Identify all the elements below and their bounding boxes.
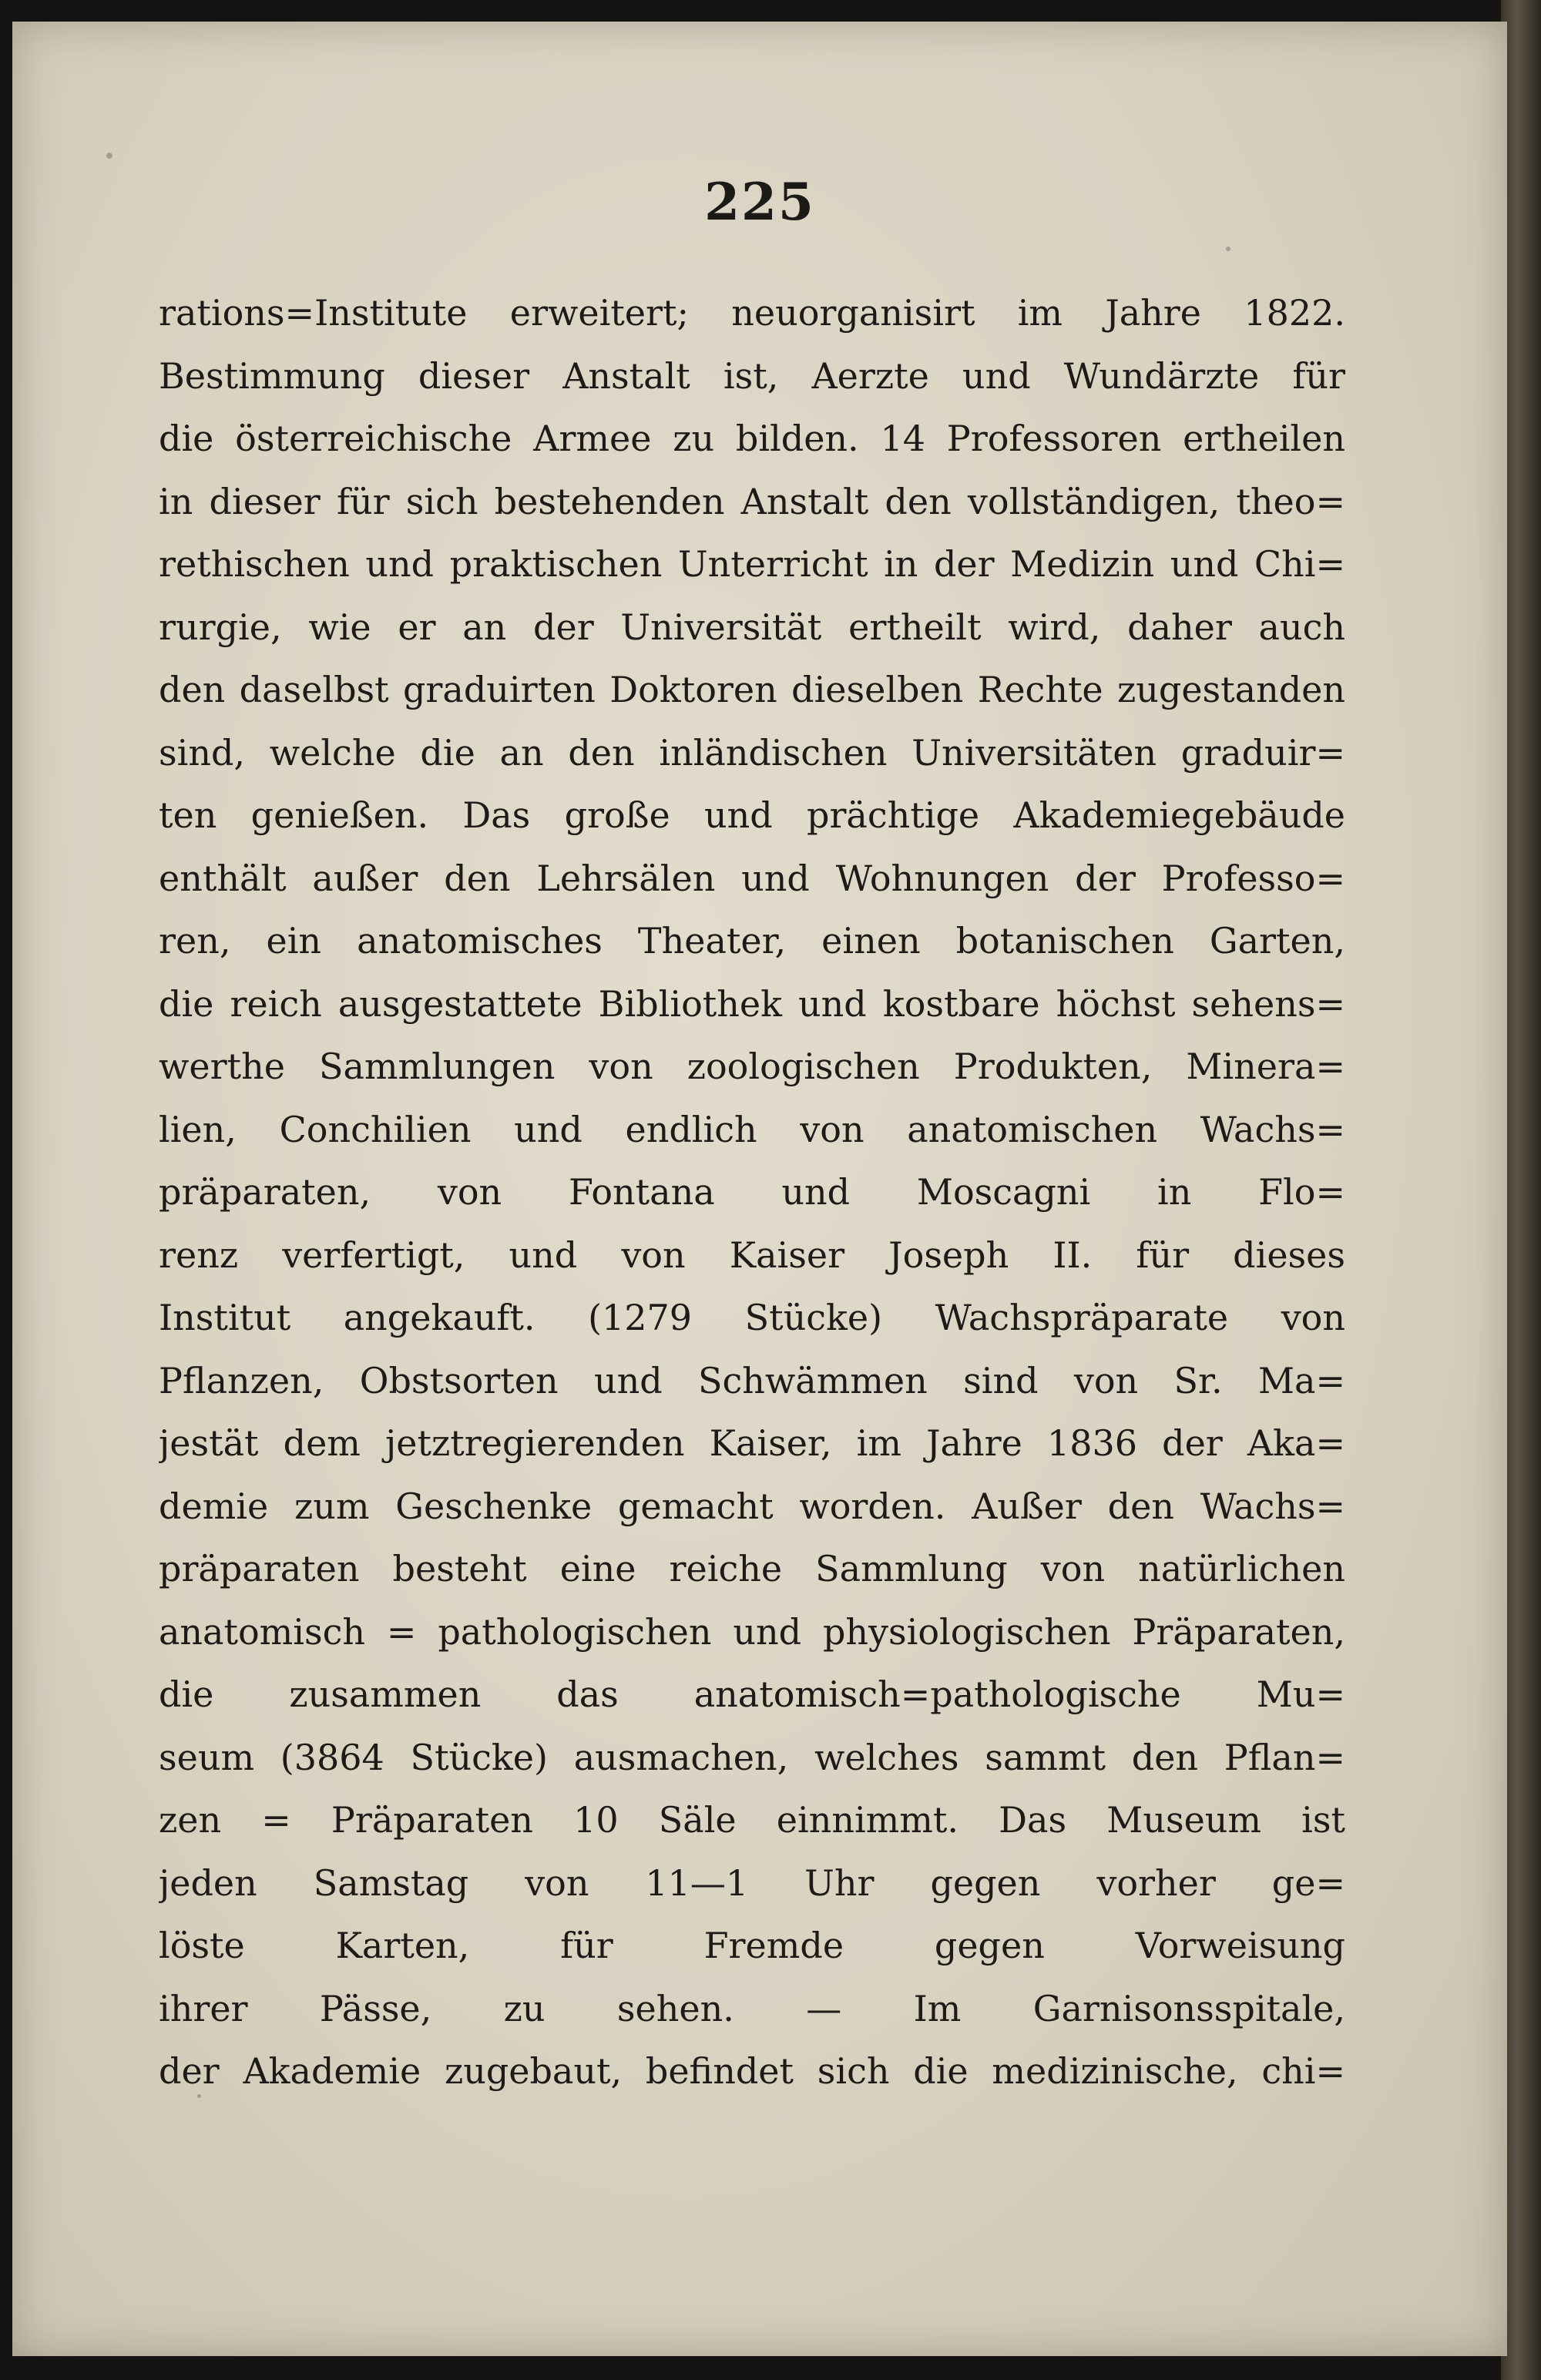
text-line: demie zum Geschenke gemacht worden. Außer den Wachs= xyxy=(159,1485,1345,1527)
text-line: rations=Institute erweitert; neuorganisirt im Jahre 1822. xyxy=(159,292,1345,334)
text-line: jeden Samstag von 11—1 Uhr gegen vorher ge= xyxy=(159,1861,1345,1904)
text-line: der Akademie zugebaut, befindet sich die medizinische, chi= xyxy=(159,2050,1345,2092)
text-line: die österreichische Armee zu bilden. 14 Professoren ertheilen xyxy=(159,418,1345,459)
text-line: präparaten besteht eine reiche Sammlung von natürlichen xyxy=(159,1548,1345,1589)
text-line: seum (3864 Stücke) ausmachen, welches sammt den Pflan= xyxy=(159,1736,1345,1778)
text-line: Institut angekauft. (1279 Stücke) Wachspräparate von xyxy=(159,1297,1345,1338)
text-line: Pflanzen, Obstsorten und Schwämmen sind von Sr. Ma= xyxy=(159,1359,1345,1401)
text-line: in dieser für sich bestehenden Anstalt den vollständigen, theo= xyxy=(159,480,1345,522)
text-line: ren, ein anatomisches Theater, einen botanischen Garten, xyxy=(159,920,1345,962)
text-line: lien, Conchilien und endlich von anatomischen Wachs= xyxy=(159,1108,1345,1150)
paper-speck xyxy=(106,153,112,159)
page-number: 225 xyxy=(704,172,815,232)
text-line: enthält außer den Lehrsälen und Wohnungen der Professo= xyxy=(159,857,1345,899)
text-line: anatomisch = pathologischen und physiologischen Präparaten, xyxy=(159,1610,1345,1653)
paper-speck xyxy=(1226,247,1230,251)
text-line: die zusammen das anatomisch=pathologische Mu= xyxy=(159,1673,1345,1715)
text-line: die reich ausgestattete Bibliothek und kostbare höchst sehens= xyxy=(159,982,1345,1025)
text-line: sind, welche die an den inländischen Universitäten graduir= xyxy=(159,731,1345,774)
text-line: renz verfertigt, und von Kaiser Joseph II. für dieses xyxy=(159,1234,1345,1276)
text-line: zen = Präparaten 10 Säle einnimmt. Das Museum ist xyxy=(159,1799,1345,1841)
text-line: ihrer Pässe, zu sehen. — Im Garnisonsspitale, xyxy=(159,1987,1345,2029)
text-line: den daselbst graduirten Doktoren dieselben Rechte zugestanden xyxy=(159,669,1345,710)
body-text xyxy=(159,282,1345,2103)
text-line: Bestimmung dieser Anstalt ist, Aerzte und Wundärzte für xyxy=(159,354,1345,397)
text-line: löste Karten, für Fremde gegen Vorweisung xyxy=(159,1925,1345,1966)
text-line: präparaten, von Fontana und Moscagni in Flo= xyxy=(159,1171,1345,1213)
text-line: rurgie, wie er an der Universität ertheilt wird, daher auch xyxy=(159,606,1345,648)
text-line: rethischen und praktischen Unterricht in der Medizin und Chi= xyxy=(159,543,1345,585)
text-line: werthe Sammlungen von zoologischen Produkten, Minera= xyxy=(159,1046,1345,1087)
page-sheet xyxy=(12,22,1507,2356)
text-line: ten genießen. Das große und prächtige Akademiegebäude xyxy=(159,794,1345,836)
text-line: jestät dem jetztregierenden Kaiser, im Jahre 1836 der Aka= xyxy=(159,1422,1345,1464)
